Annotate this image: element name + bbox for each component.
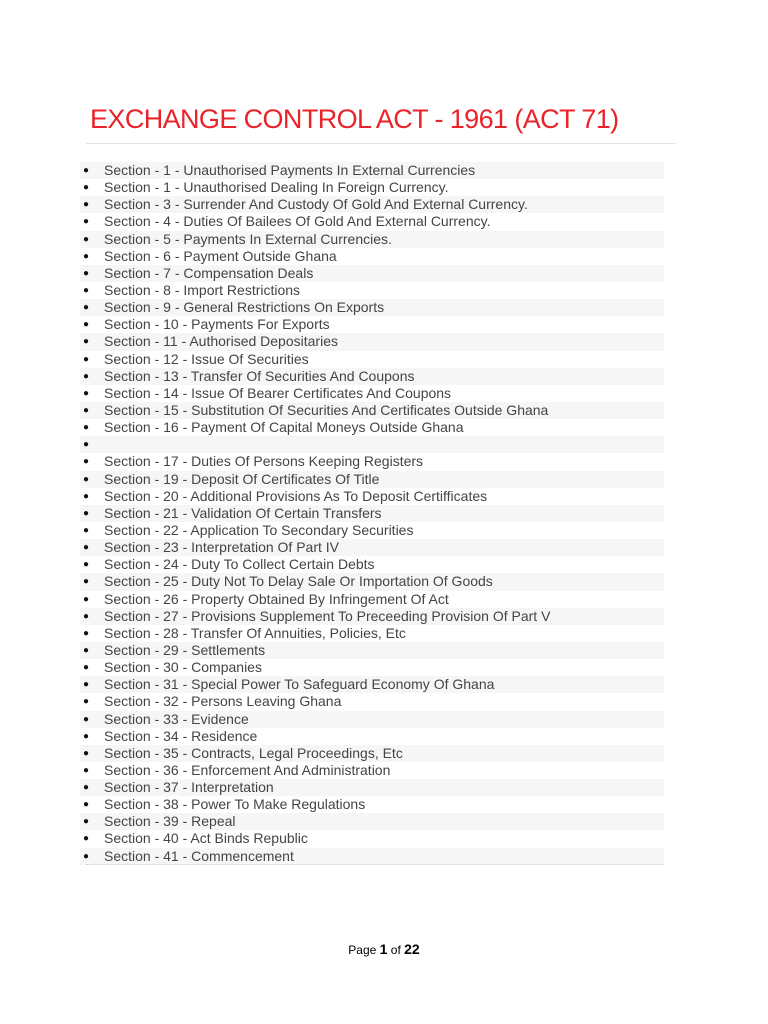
bullet-icon: ●: [82, 473, 90, 485]
section-list-item[interactable]: [80, 796, 664, 813]
section-link[interactable]: Section - 16 - Payment Of Capital Moneys Outside Ghana: [104, 419, 464, 436]
total-pages-number: 22: [404, 941, 420, 957]
section-link[interactable]: Section - 31 - Special Power To Safeguard Economy Of Ghana: [104, 676, 495, 693]
section-link[interactable]: Section - 37 - Interpretation: [104, 779, 274, 796]
bullet-icon: ●: [82, 524, 90, 536]
section-list-item[interactable]: [80, 351, 664, 368]
section-link[interactable]: Section - 1 - Unauthorised Dealing In Foreign Currency.: [104, 179, 449, 196]
section-list-item[interactable]: [80, 299, 664, 316]
section-link[interactable]: Section - 17 - Duties Of Persons Keeping Registers: [104, 453, 424, 470]
section-list-item[interactable]: [80, 248, 664, 265]
bullet-icon: ●: [82, 216, 90, 228]
bullet-icon: ●: [82, 627, 90, 639]
bullet-icon: ●: [82, 799, 90, 811]
section-link[interactable]: Section - 7 - Compensation Deals: [104, 264, 314, 281]
page-footer: [0, 941, 768, 957]
section-link[interactable]: Section - 11 - Authorised Depositaries: [104, 333, 338, 350]
bullet-icon: ●: [82, 302, 90, 314]
section-list-item[interactable]: [80, 179, 664, 196]
bullet-icon: ●: [82, 182, 90, 194]
page-label: Page: [348, 943, 377, 957]
section-list-item[interactable]: [80, 419, 664, 436]
section-link[interactable]: Section - 20 - Additional Provisions As To Deposit Certifficates: [104, 487, 488, 504]
section-link[interactable]: Section - 10 - Payments For Exports: [104, 316, 330, 333]
section-list-item[interactable]: [80, 316, 664, 333]
section-list: [80, 162, 664, 865]
section-list-item[interactable]: [80, 779, 664, 796]
list-divider: [86, 864, 664, 865]
section-list-item[interactable]: [80, 436, 664, 453]
section-list-item[interactable]: [80, 505, 664, 522]
section-link[interactable]: Section - 36 - Enforcement And Administration: [104, 761, 391, 778]
section-link[interactable]: Section - 21 - Validation Of Certain Transfers: [104, 504, 382, 521]
bullet-icon: ●: [82, 319, 90, 331]
section-link[interactable]: Section - 35 - Contracts, Legal Proceedings, Etc: [104, 744, 403, 761]
section-link[interactable]: Section - 22 - Application To Secondary Securities: [104, 521, 414, 538]
section-link[interactable]: Section - 5 - Payments In External Currencies.: [104, 230, 392, 247]
section-list-item[interactable]: [80, 830, 664, 847]
bullet-icon: ●: [82, 644, 90, 656]
section-link[interactable]: Section - 27 - Provisions Supplement To Preceeding Provision Of Part V: [104, 607, 551, 624]
bullet-icon: ●: [82, 267, 90, 279]
section-list-item[interactable]: [80, 488, 664, 505]
section-list-item[interactable]: [80, 608, 664, 625]
section-list-item[interactable]: [80, 728, 664, 745]
section-link[interactable]: Section - 26 - Property Obtained By Infringement Of Act: [104, 590, 449, 607]
section-link[interactable]: Section - 12 - Issue Of Securities: [104, 350, 309, 367]
bullet-icon: ●: [82, 284, 90, 296]
bullet-icon: ●: [82, 696, 90, 708]
section-link[interactable]: Section - 1 - Unauthorised Payments In External Currencies: [104, 162, 476, 178]
title-divider: [86, 143, 676, 144]
section-list-item[interactable]: [80, 745, 664, 762]
bullet-icon: ●: [82, 593, 90, 605]
section-link[interactable]: Section - 4 - Duties Of Bailees Of Gold And External Currency.: [104, 213, 491, 230]
section-link[interactable]: Section - 19 - Deposit Of Certificates Of Title: [104, 470, 380, 487]
bullet-icon: ●: [82, 816, 90, 828]
section-list-item[interactable]: [80, 368, 664, 385]
section-list-item[interactable]: [80, 162, 664, 179]
section-list-item[interactable]: [80, 385, 664, 402]
section-link[interactable]: Section - 29 - Settlements: [104, 641, 266, 658]
bullet-icon: ●: [82, 679, 90, 691]
section-list-item[interactable]: [80, 813, 664, 830]
bullet-icon: ●: [82, 610, 90, 622]
section-list-item[interactable]: [80, 591, 664, 608]
section-list-item[interactable]: [80, 522, 664, 539]
bullet-icon: ●: [82, 456, 90, 468]
bullet-icon: ●: [82, 165, 90, 176]
section-list-item[interactable]: [80, 848, 664, 865]
bullet-icon: ●: [82, 833, 90, 845]
section-list-item[interactable]: [80, 453, 664, 470]
section-link[interactable]: Section - 39 - Repeal: [104, 813, 236, 830]
section-link[interactable]: Section - 30 - Companies: [104, 659, 262, 676]
section-list-item[interactable]: [80, 539, 664, 556]
section-link[interactable]: Section - 32 - Persons Leaving Ghana: [104, 693, 342, 710]
section-list-item[interactable]: [80, 213, 664, 230]
section-list-item[interactable]: [80, 693, 664, 710]
bullet-icon: ●: [82, 250, 90, 262]
bullet-icon: ●: [82, 576, 90, 588]
bullet-icon: ●: [82, 199, 90, 211]
document-title: EXCHANGE CONTROL ACT - 1961 (ACT 71): [90, 104, 619, 134]
section-link[interactable]: Section - 34 - Residence: [104, 727, 258, 744]
bullet-icon: ●: [82, 542, 90, 554]
section-link[interactable]: Section - 41 - Commencement: [104, 847, 294, 864]
current-page-number: 1: [379, 941, 388, 957]
section-link[interactable]: Section - 9 - General Restrictions On Exports: [104, 299, 385, 316]
section-link[interactable]: Section - 14 - Issue Of Bearer Certificates And Coupons: [104, 384, 452, 401]
bullet-icon: ●: [82, 782, 90, 794]
section-link[interactable]: Section - 25 - Duty Not To Delay Sale Or Importation Of Goods: [104, 573, 493, 590]
section-list-item[interactable]: [80, 402, 664, 419]
section-link[interactable]: Section - 8 - Import Restrictions: [104, 281, 301, 298]
section-list-item[interactable]: [80, 471, 664, 488]
section-link[interactable]: Section - 24 - Duty To Collect Certain Debts: [104, 556, 375, 573]
section-link[interactable]: Section - 33 - Evidence: [104, 710, 249, 727]
section-link[interactable]: Section - 38 - Power To Make Regulations: [104, 796, 366, 813]
section-link[interactable]: Section - 3 - Surrender And Custody Of Gold And External Currency.: [104, 196, 528, 213]
section-list-item[interactable]: [80, 659, 664, 676]
bullet-icon: ●: [82, 422, 90, 434]
bullet-icon: ●: [82, 353, 90, 365]
section-link[interactable]: Section - 40 - Act Binds Republic: [104, 830, 308, 847]
bullet-icon: ●: [82, 387, 90, 399]
bullet-icon: ●: [82, 730, 90, 742]
section-list-item[interactable]: [80, 196, 664, 213]
bullet-icon: ●: [82, 713, 90, 725]
bullet-icon: ●: [82, 559, 90, 571]
bullet-icon: ●: [82, 370, 90, 382]
bullet-icon: ●: [82, 404, 90, 416]
section-list-item[interactable]: [80, 711, 664, 728]
bullet-icon: ●: [82, 850, 90, 862]
bullet-icon: ●: [82, 747, 90, 759]
section-link[interactable]: Section - 28 - Transfer Of Annuities, Policies, Etc: [104, 624, 406, 641]
section-list-item[interactable]: [80, 282, 664, 299]
section-link[interactable]: Section - 23 - Interpretation Of Part IV: [104, 539, 339, 556]
section-link[interactable]: Section - 13 - Transfer Of Securities And Coupons: [104, 367, 415, 384]
bullet-icon: ●: [82, 439, 90, 451]
bullet-icon: ●: [82, 507, 90, 519]
section-list-item[interactable]: [80, 573, 664, 590]
section-list-item[interactable]: [80, 333, 664, 350]
bullet-icon: ●: [82, 764, 90, 776]
bullet-icon: ●: [82, 336, 90, 348]
section-list-item[interactable]: [80, 642, 664, 659]
bullet-icon: ●: [82, 662, 90, 674]
section-list-item[interactable]: [80, 625, 664, 642]
section-list-item[interactable]: [80, 676, 664, 693]
section-link[interactable]: Section - 6 - Payment Outside Ghana: [104, 247, 337, 264]
section-list-item[interactable]: [80, 762, 664, 779]
of-label: of: [390, 943, 401, 957]
section-list-item[interactable]: [80, 231, 664, 248]
bullet-icon: ●: [82, 233, 90, 245]
section-list-item[interactable]: [80, 265, 664, 282]
bullet-icon: ●: [82, 490, 90, 502]
section-link[interactable]: Section - 15 - Substitution Of Securities And Certificates Outside Ghana: [104, 401, 549, 418]
section-list-item[interactable]: [80, 556, 664, 573]
